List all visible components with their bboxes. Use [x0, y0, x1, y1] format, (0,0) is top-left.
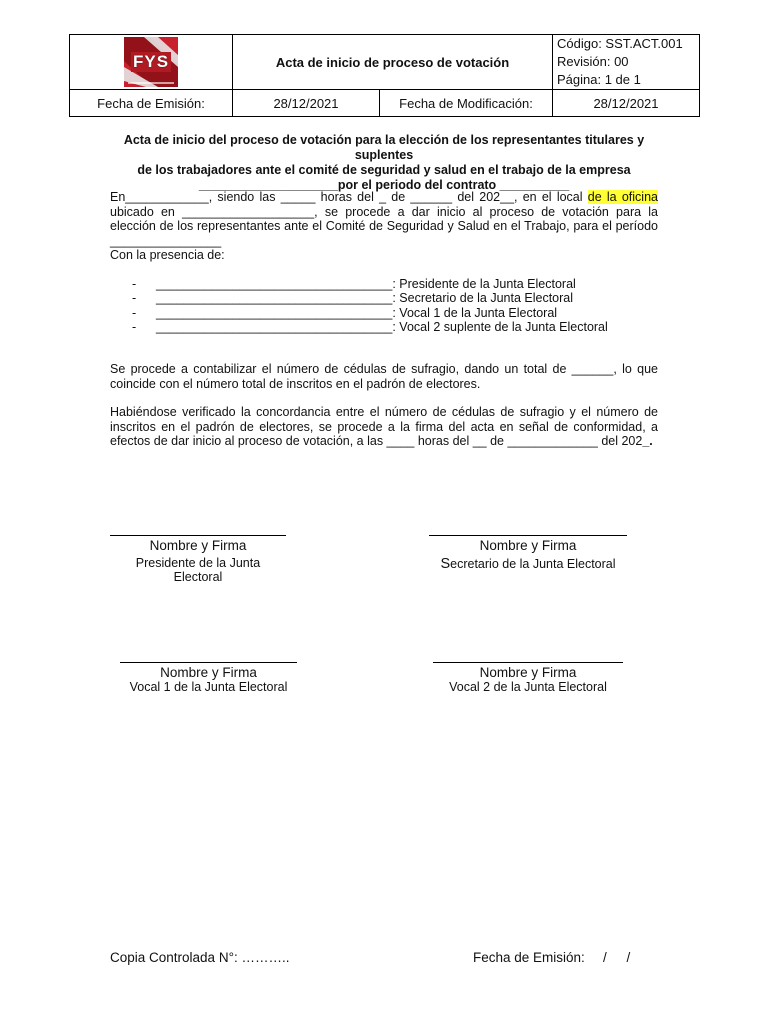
- bullet-dash: -: [132, 277, 137, 291]
- signature-line: [110, 535, 286, 536]
- document-code: Código: SST.ACT.001: [557, 36, 683, 51]
- intro-line-3: ____________________por el periodo del contrato __________: [198, 178, 570, 192]
- signature-role: Presidente de la Junta Electoral: [135, 556, 261, 584]
- signature-role: [429, 556, 627, 572]
- document-title: Acta de inicio de proceso de votación: [233, 35, 553, 90]
- logo-subtitle-bar: [128, 82, 174, 84]
- document-code-cell: [553, 35, 700, 90]
- signature-name-label: Nombre y Firma: [479, 665, 577, 680]
- role-rest: ecretario de la Junta Electoral: [450, 557, 616, 571]
- document-page: Página: 1 de 1: [557, 72, 641, 87]
- signature-role: Vocal 2 de la Junta Electoral: [449, 680, 607, 694]
- signature-president: [110, 535, 286, 584]
- ballot-count-paragraph: Se procede a contabilizar el número de cédulas de sufragio, dando un total de ______, lo que coincide con el número total de inscritos en el padrón de electores.: [110, 362, 658, 391]
- bullet-dash: -: [132, 305, 137, 320]
- document-header: [69, 34, 700, 117]
- signature-line: [120, 662, 297, 663]
- issue-date-label: Fecha de Emisión:: [70, 90, 233, 117]
- signature-secretary: [429, 535, 627, 572]
- member-line: __________________________________: Vocal 1 de la Junta Electoral: [156, 305, 558, 320]
- member-line: __________________________________: Vocal 2 suplente de la Junta Electoral: [156, 319, 608, 334]
- list-item: [132, 306, 608, 320]
- list-item: [132, 277, 608, 291]
- intro-line-2: de los trabajadores ante el comité de seguridad y salud en el trabajo de la empresa: [137, 163, 631, 177]
- signature-name-label: Nombre y Firma: [160, 665, 257, 680]
- role-initial: S: [440, 556, 451, 572]
- list-item: [132, 291, 608, 305]
- highlighted-location: de la oficina: [587, 190, 658, 204]
- footer-issue-date-value: / /: [603, 950, 631, 965]
- logo-cell: [70, 35, 233, 90]
- bullet-dash: -: [132, 319, 137, 334]
- company-logo: [124, 37, 178, 87]
- signature-name-label: Nombre y Firma: [479, 538, 577, 553]
- footer-issue-date-label: Fecha de Emisión:: [473, 950, 585, 965]
- bullet-dash: -: [132, 291, 137, 306]
- opening-paragraph: [110, 190, 658, 248]
- opening-text-start: En____________, siendo las _____ horas del _ de ______ del 202__, en el local: [110, 190, 588, 204]
- opening-text-end: ubicado en ___________________, se procede a dar inicio al proceso de votación para la elección de los representantes ante el Comité de Seguridad y Salud en el Trabajo, para el período ________________: [110, 204, 658, 248]
- controlled-copy-number: Copia Controlada N°: ………..: [110, 950, 290, 965]
- presence-label: Con la presencia de:: [110, 248, 225, 262]
- issue-date-value: 28/12/2021: [233, 90, 380, 117]
- verification-end: _.: [642, 434, 653, 448]
- list-item: [132, 320, 608, 334]
- signature-vocal-1: [120, 662, 297, 694]
- electoral-board-list: [132, 277, 608, 334]
- member-line: __________________________________: Presidente de la Junta Electoral: [156, 277, 576, 291]
- verification-paragraph: [110, 405, 658, 449]
- signature-line: [429, 535, 627, 536]
- signature-line: [433, 662, 623, 663]
- modification-date-value: 28/12/2021: [553, 90, 700, 117]
- signature-name-label: Nombre y Firma: [149, 538, 247, 553]
- verification-text: Habiéndose verificado la concordancia entre el número de cédulas de sufragio y el número de inscritos en el padrón de electores, se procede a la firma del acta en señal de conformidad, a efectos de dar inicio al proceso de votación, a las ____ horas del __ de _____________ del 202: [110, 405, 658, 448]
- document-revision: Revisión: 00: [557, 54, 629, 69]
- signature-vocal-2: [433, 662, 623, 694]
- intro-heading: [100, 133, 668, 193]
- intro-line-1: Acta de inicio del proceso de votación para la elección de los representantes titulares y suplentes: [123, 133, 645, 162]
- modification-date-label: Fecha de Modificación:: [380, 90, 553, 117]
- member-line: __________________________________: Secretario de la Junta Electoral: [156, 291, 574, 306]
- signature-role: Vocal 1 de la Junta Electoral: [129, 680, 288, 694]
- logo-text: FYS: [132, 52, 170, 71]
